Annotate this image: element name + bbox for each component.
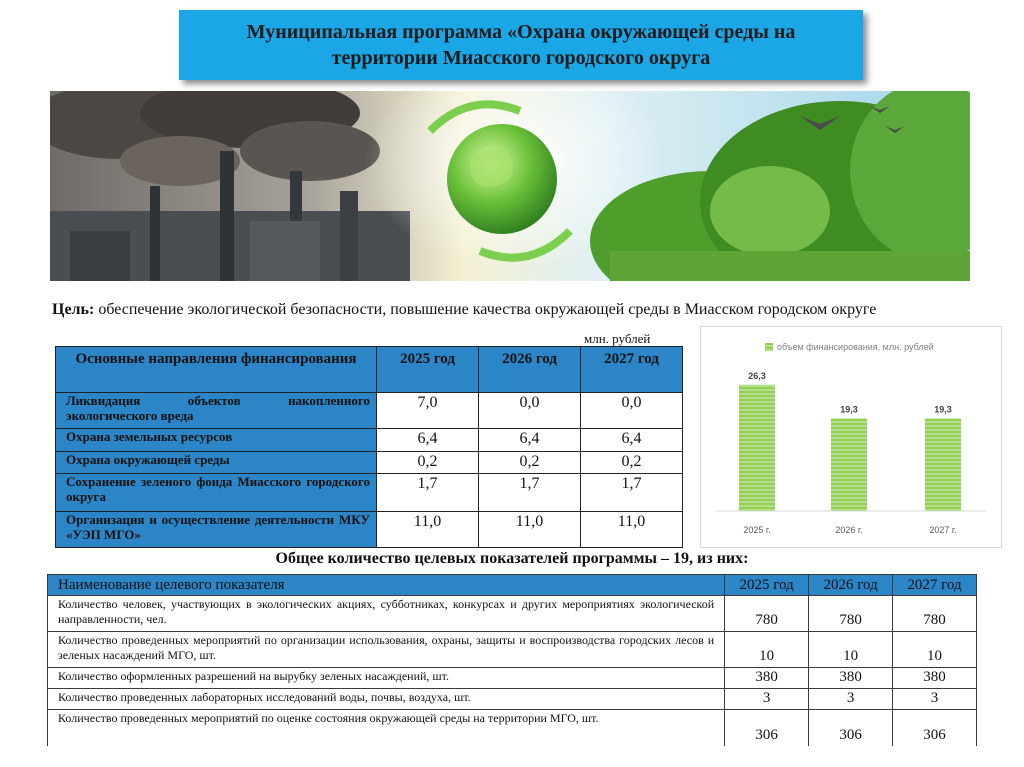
indicator-value-2027: 780 — [893, 596, 977, 632]
header-2026: 2026 год — [809, 575, 893, 596]
indicator-value-2026: 780 — [809, 596, 893, 632]
funding-row-label: Организация и осуществление деятельности МКУ «УЭП МГО» — [56, 512, 377, 548]
tick-label: 2027 г. — [929, 525, 957, 535]
indicator-value-2026: 10 — [809, 632, 893, 668]
indicators-summary: Общее количество целевых показателей программы – 19, из них: — [275, 550, 749, 567]
funding-value-2025: 6,4 — [377, 429, 479, 452]
funding-value-2027: 1,7 — [581, 474, 683, 512]
indicator-value-2025: 380 — [725, 668, 809, 689]
funding-value-2026: 11,0 — [479, 512, 581, 548]
funding-row — [56, 512, 683, 548]
indicator-label: Количество проведенных мероприятий по оценке состояния окружающей среды на территории МГО, шт. — [48, 710, 725, 746]
funding-value-2026: 1,7 — [479, 474, 581, 512]
indicator-value-2027: 10 — [893, 632, 977, 668]
data-label: 19,3 — [840, 404, 858, 415]
funding-row — [56, 393, 683, 429]
chart-legend: объем финансирования, млн. рублей — [777, 342, 934, 352]
data-label: 19,3 — [934, 404, 952, 415]
header-2026: 2026 год — [479, 347, 581, 393]
title-banner — [179, 10, 863, 80]
indicators-table — [47, 574, 977, 746]
indicator-row — [48, 689, 977, 710]
funding-value-2027: 0,2 — [581, 452, 683, 474]
goal-text — [52, 300, 972, 320]
bar-2026 — [831, 418, 867, 511]
header-indicator-name: Наименование целевого показателя — [48, 575, 725, 596]
funding-value-2027: 0,0 — [581, 393, 683, 429]
indicator-value-2025: 3 — [725, 689, 809, 710]
indicator-label: Количество оформленных разрешений на вырубку зеленых насаждений, шт. — [48, 668, 725, 689]
funding-value-2025: 1,7 — [377, 474, 479, 512]
goal-description: обеспечение экологической безопасности, повышение качества окружающей среды в Миасском городском округе — [98, 301, 877, 318]
funding-chart — [700, 326, 1002, 548]
indicator-row — [48, 668, 977, 689]
bar-2027 — [925, 418, 961, 511]
funding-row — [56, 452, 683, 474]
funding-row — [56, 474, 683, 512]
header-direction: Основные направления финансирования — [56, 347, 377, 393]
funding-row-label: Охрана земельных ресурсов — [56, 429, 377, 452]
header-2027: 2027 год — [893, 575, 977, 596]
ecology-banner-image — [50, 91, 970, 281]
funding-table — [55, 346, 683, 548]
funding-value-2026: 6,4 — [479, 429, 581, 452]
header-2025: 2025 год — [725, 575, 809, 596]
header-2027: 2027 год — [581, 347, 683, 393]
indicator-label: Количество проведенных мероприятий по организации использования, охраны, защиты и воспроизводства городских лесов и зеленых насаждений МГО, шт. — [48, 632, 725, 668]
indicator-value-2026: 306 — [809, 710, 893, 746]
indicator-label: Количество человек, участвующих в экологических акциях, субботниках, конкурсах и других мероприятиях экологической направленности, чел. — [48, 596, 725, 632]
page-title: Муниципальная программа «Охрана окружающей среды на территории Миасского городского округа — [246, 21, 796, 69]
indicator-label: Количество проведенных лабораторных исследований воды, почвы, воздуха, шт. — [48, 689, 725, 710]
funding-value-2025: 0,2 — [377, 452, 479, 474]
funding-header-row — [56, 347, 683, 393]
funding-value-2026: 0,2 — [479, 452, 581, 474]
indicator-value-2026: 380 — [809, 668, 893, 689]
funding-value-2027: 11,0 — [581, 512, 683, 548]
indicator-value-2025: 10 — [725, 632, 809, 668]
indicator-row — [48, 596, 977, 632]
chart-canvas — [701, 327, 1001, 547]
tick-label: 2026 г. — [835, 525, 863, 535]
unit-label: млн. рублей — [584, 331, 651, 346]
indicator-value-2027: 3 — [893, 689, 977, 710]
indicator-row — [48, 710, 977, 746]
funding-value-2025: 7,0 — [377, 393, 479, 429]
header-2025: 2025 год — [377, 347, 479, 393]
funding-value-2027: 6,4 — [581, 429, 683, 452]
indicator-value-2025: 306 — [725, 710, 809, 746]
indicator-row — [48, 632, 977, 668]
funding-row — [56, 429, 683, 452]
funding-row-label: Ликвидация объектов накопленного экологического вреда — [56, 393, 377, 429]
indicator-value-2027: 306 — [893, 710, 977, 746]
bar-2025 — [739, 385, 775, 511]
funding-value-2025: 11,0 — [377, 512, 479, 548]
funding-row-label: Сохранение зеленого фонда Миасского городского округа — [56, 474, 377, 512]
legend-swatch — [765, 343, 773, 351]
indicator-value-2026: 3 — [809, 689, 893, 710]
data-label: 26,3 — [748, 370, 766, 381]
goal-label: Цель: — [52, 301, 95, 318]
funding-row-label: Охрана окружающей среды — [56, 452, 377, 474]
funding-value-2026: 0,0 — [479, 393, 581, 429]
indicator-value-2025: 780 — [725, 596, 809, 632]
tick-label: 2025 г. — [743, 525, 771, 535]
indicators-header-row — [48, 575, 977, 596]
indicator-value-2027: 380 — [893, 668, 977, 689]
